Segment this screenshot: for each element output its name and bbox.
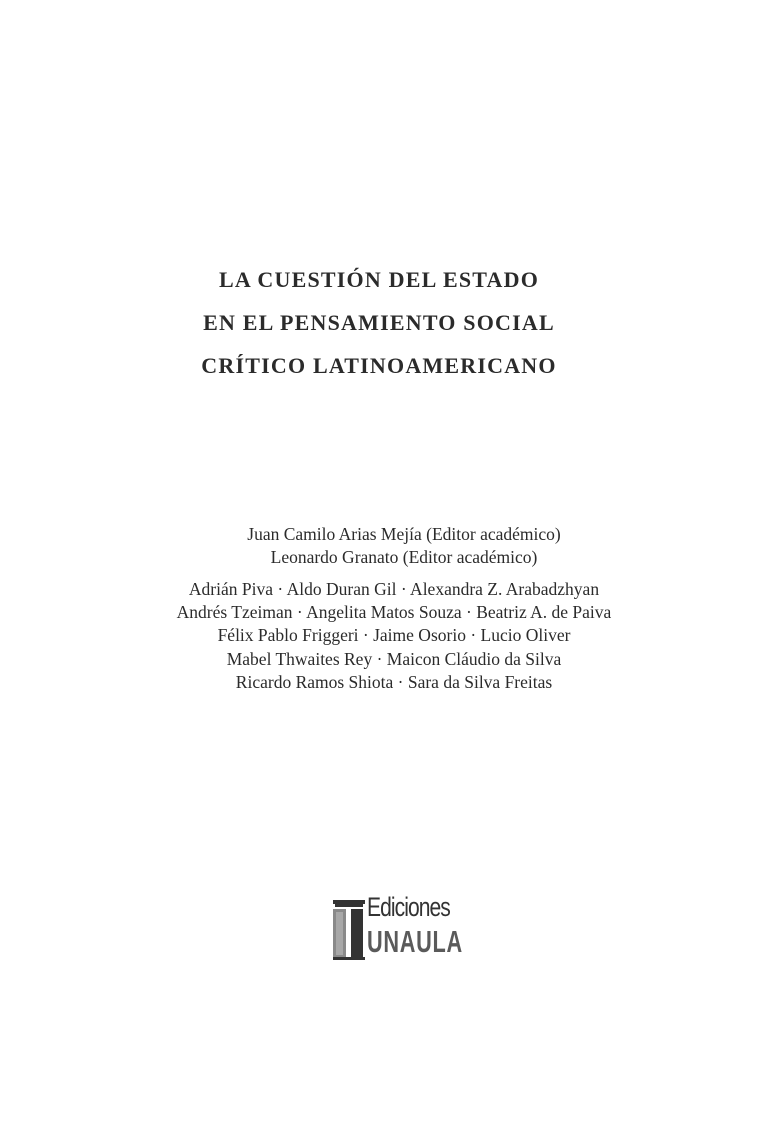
title-line-2: EN EL PENSAMIENTO SOCIAL: [203, 310, 555, 335]
publisher-logo: [333, 892, 463, 962]
title-line-1: LA CUESTIÓN DEL ESTADO: [218, 267, 540, 292]
editor-1: Juan Camilo Arias Mejía (Editor académico): [247, 524, 561, 544]
book-title: [0, 258, 758, 387]
logo-text-ediciones: Ediciones: [367, 892, 450, 922]
book-pillar-icon: [333, 900, 365, 960]
contributors-line-3: Félix Pablo Friggeri · Jaime Osorio · Lucio Oliver: [217, 625, 571, 646]
editor-2: Leonardo Granato (Editor académico): [270, 547, 538, 567]
title-line-3: CRÍTICO LATINOAMERICANO: [201, 353, 557, 378]
logo-text-unaula: UNAULA: [367, 924, 463, 959]
editors-block: [0, 523, 758, 569]
contributors-line-2: Andrés Tzeiman · Angelita Matos Souza · Beatriz A. de Paiva: [176, 602, 612, 623]
contributors-line-1: Adrián Piva · Aldo Duran Gil · Alexandra Z. Arabadzhyan: [188, 579, 600, 599]
contributors-line-5: Ricardo Ramos Shiota · Sara da Silva Freitas: [235, 671, 553, 692]
contributors-block: [0, 578, 758, 694]
contributors-line-4: Mabel Thwaites Rey · Maicon Cláudio da Silva: [226, 648, 562, 669]
